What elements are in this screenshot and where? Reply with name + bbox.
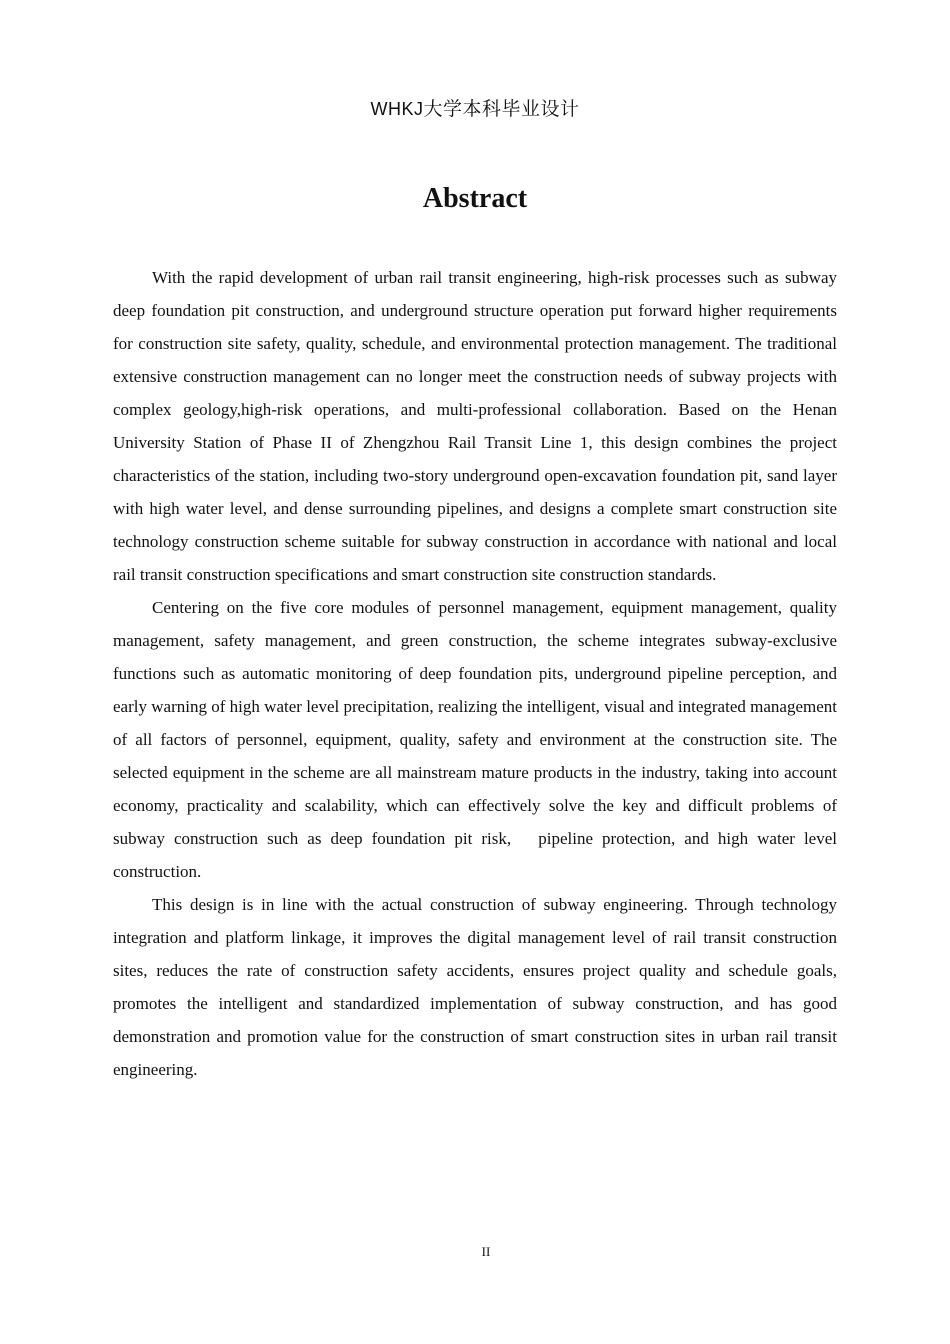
page-number: II bbox=[481, 1244, 491, 1259]
abstract-paragraph-3: This design is in line with the actual construction of subway engineering. Through technology integration and platform linkage, it improves the digital management level of rail transit construction sites, reduces the rate of construction safety accidents, ensures project quality and schedule goals, promotes the intelligent and standardized implementation of subway construction, and has good demonstration and promotion value for the construction of smart construction sites in urban rail transit engineering. bbox=[113, 895, 837, 1079]
abstract-paragraph-2: Centering on the five core modules of personnel management, equipment management, quality management, safety management, and green construction, the scheme integrates subway-exclusive functions such as automatic monitoring of deep foundation pits, underground pipeline perception, and early warning of high water level precipitation, realizing the intelligent, visual and integrated management of all factors of personnel, equipment, quality, safety and environment at the construction site. The selected equipment in the scheme are all mainstream mature products in the industry, taking into account economy, practicality and scalability, which can effectively solve the key and difficult problems of subway construction such as deep foundation pit risk, pipeline protection, and high water level construction. bbox=[113, 598, 837, 881]
header-thesis-label: 大学本科毕业设计 bbox=[423, 98, 580, 120]
header-institution-code: WHKJ bbox=[370, 99, 424, 119]
abstract-paragraph-1: With the rapid development of urban rail transit engineering, high-risk processes such as subway deep foundation pit construction, and underground structure operation put forward higher requirements for construction site safety, quality, schedule, and environmental protection management. The traditional extensive construction management can no longer meet the construction needs of subway projects with complex geology,high-risk operations, and multi-professional collaboration. Based on the Henan University Station of Phase II of Zhengzhou Rail Transit Line 1, this design combines the project characteristics of the station, including two-story underground open-excavation foundation pit, sand layer with high water level, and dense surrounding pipelines, and designs a complete smart construction site technology construction scheme suitable for subway construction in accordance with national and local rail transit construction specifications and smart construction site construction standards. bbox=[113, 268, 837, 584]
abstract-body bbox=[113, 261, 837, 1086]
running-header bbox=[0, 94, 950, 121]
abstract-title: Abstract bbox=[422, 183, 528, 214]
